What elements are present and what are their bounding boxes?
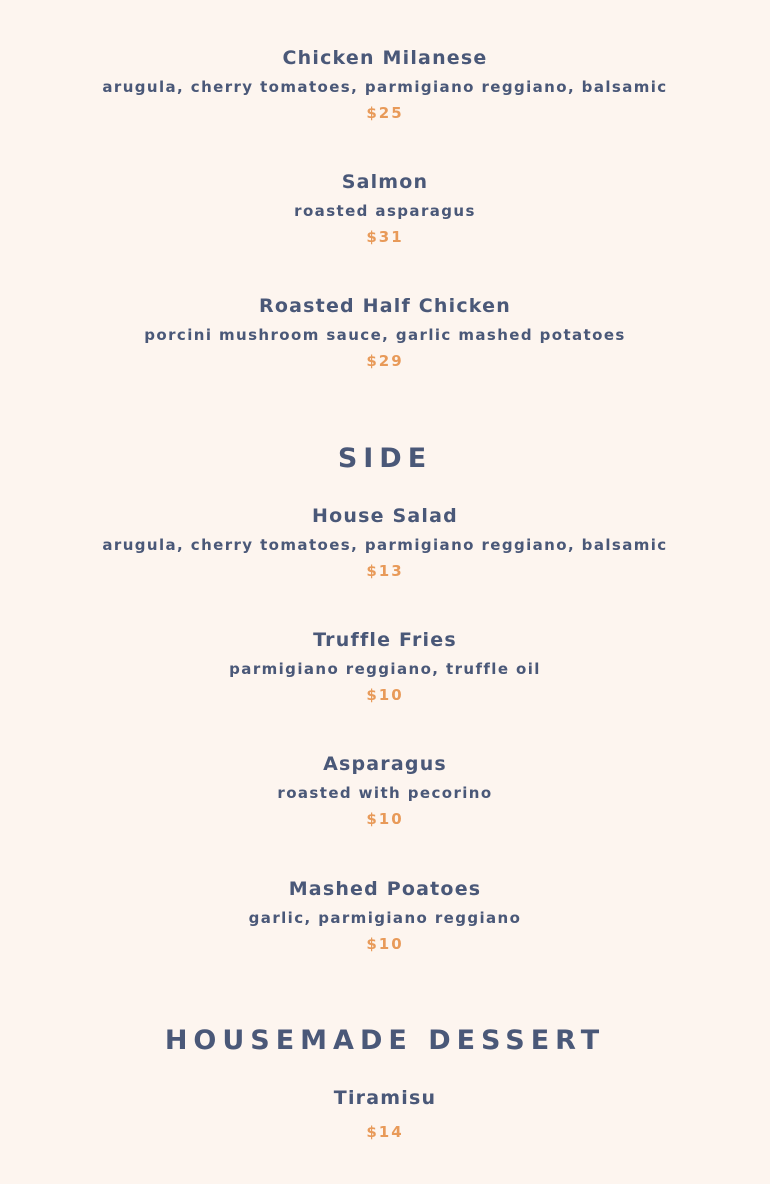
- menu-item: [0, 878, 770, 953]
- section-title-dessert: HOUSEMADE DESSERT: [164, 1025, 606, 1056]
- item-name: Tiramisu: [333, 1087, 437, 1109]
- item-price: $31: [366, 228, 404, 246]
- item-name: House Salad: [312, 505, 458, 527]
- item-description: porcini mushroom sauce, garlic mashed potatoes: [144, 326, 626, 344]
- menu-item: [0, 505, 770, 580]
- item-description: parmigiano reggiano, truffle oil: [229, 660, 541, 678]
- item-price: $29: [366, 352, 404, 370]
- menu-item: [0, 629, 770, 704]
- item-price: $13: [366, 562, 404, 580]
- menu-item: [0, 1087, 770, 1141]
- item-price: $10: [366, 686, 404, 704]
- item-name: Roasted Half Chicken: [259, 295, 511, 317]
- item-price: $25: [366, 104, 404, 122]
- item-description: arugula, cherry tomatoes, parmigiano reggiano, balsamic: [102, 78, 668, 96]
- section-title-side: SIDE: [337, 443, 433, 474]
- menu-item: [0, 47, 770, 122]
- item-name: Chicken Milanese: [282, 47, 488, 69]
- item-price: $10: [366, 935, 404, 953]
- item-description: arugula, cherry tomatoes, parmigiano reggiano, balsamic: [102, 536, 668, 554]
- menu-item: [0, 171, 770, 246]
- item-name: Mashed Poatoes: [288, 878, 482, 900]
- item-price: $14: [366, 1123, 404, 1141]
- menu-item: [0, 295, 770, 370]
- item-name: Salmon: [341, 171, 429, 193]
- item-description: roasted with pecorino: [277, 784, 493, 802]
- item-description: roasted asparagus: [294, 202, 476, 220]
- item-name: Truffle Fries: [313, 629, 457, 651]
- menu-item: [0, 753, 770, 828]
- item-description: garlic, parmigiano reggiano: [248, 909, 522, 927]
- item-price: $10: [366, 810, 404, 828]
- item-name: Asparagus: [323, 753, 447, 775]
